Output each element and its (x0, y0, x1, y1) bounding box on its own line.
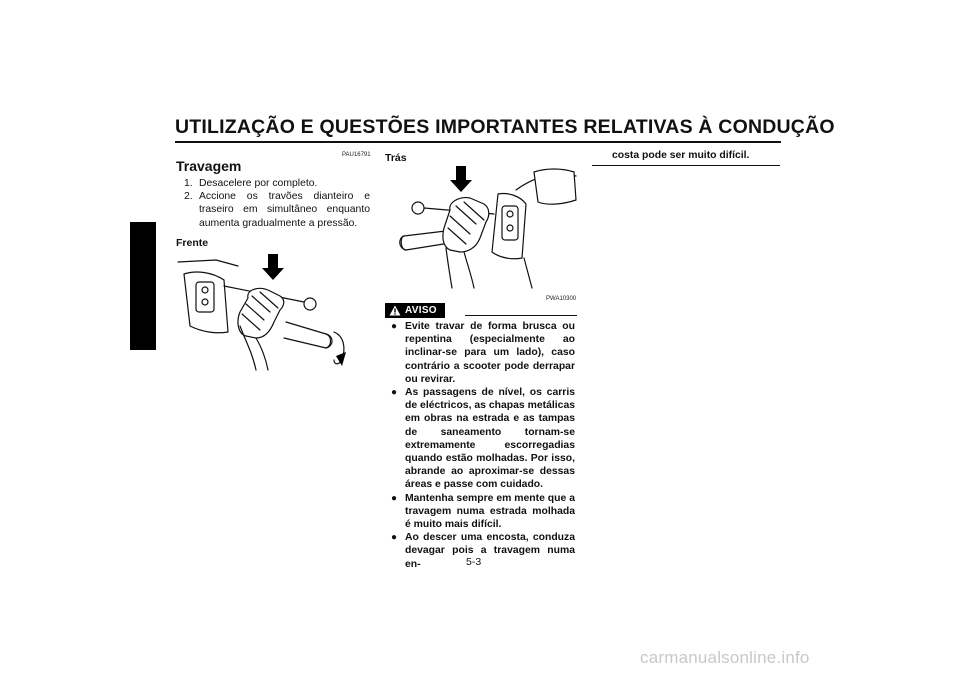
warning-end-rule (592, 165, 780, 166)
bullet-icon: ● (391, 321, 398, 332)
list-item: ● Ao descer uma encosta, conduza devagar pois a travagem numa en- (391, 532, 575, 570)
chapter-tab (130, 222, 156, 350)
page-number: 5-3 (466, 556, 482, 568)
warning-badge (385, 303, 445, 318)
warning-code: PWA10300 (546, 296, 577, 302)
section-code: PAU16791 (342, 152, 371, 158)
section-title: Travagem (176, 158, 242, 174)
warning-rule (465, 315, 577, 316)
chapter-number: 5 (139, 332, 147, 346)
front-brake-illustration (176, 252, 368, 372)
list-item: ● As passagens de nível, os carris de eléctricos, as chapas metálicas em obras na estrada e as tampas de saneamento tornam-se extremamente escorregadias quando estão molhadas. Por isso, abrande ao aproximar-se dessas áreas e passe com cuidado. (391, 387, 575, 491)
list-item: 1. Desacelere por completo. (184, 178, 318, 189)
title-rule (175, 141, 781, 143)
list-item: ● Evite travar de forma brusca ou repentina (especialmente ao inclinar-se para um lado), caso contrário a scooter pode derrapar ou revirar. (391, 321, 575, 385)
warning-label: AVISO (405, 305, 437, 316)
warning-list (391, 320, 575, 571)
bullet-icon: ● (391, 532, 398, 544)
page-title: UTILIZAÇÃO E QUESTÕES IMPORTANTES RELATIVAS À CONDUÇÃO (175, 116, 835, 138)
front-figure-label: Frente (176, 237, 209, 249)
rear-brake-illustration (398, 166, 580, 290)
rear-figure-label: Trás (385, 152, 407, 164)
bullet-icon: ● (391, 387, 398, 399)
steps-list (184, 177, 370, 230)
list-item: ● Mantenha sempre em mente que a travagem numa estrada molhada é muito mais difícil. (391, 492, 575, 531)
warning-triangle-icon (389, 305, 401, 316)
warning-continuation: costa pode ser muito difícil. (612, 150, 750, 161)
footer-watermark: carmanualsonline.info (640, 648, 810, 667)
list-item: 2. Accione os travões dianteiro e traseiro em simultâneo enquanto aumenta gradualmente a pressão. (184, 191, 370, 229)
bullet-icon: ● (391, 492, 398, 504)
